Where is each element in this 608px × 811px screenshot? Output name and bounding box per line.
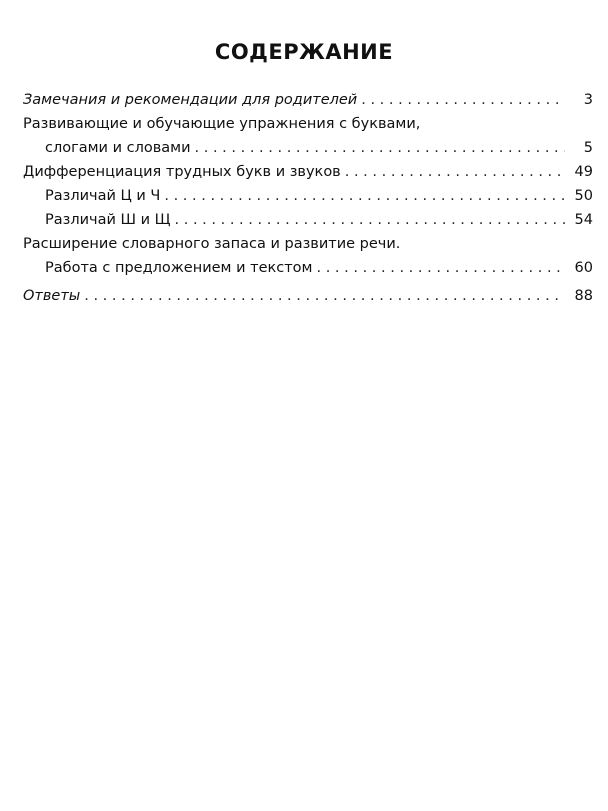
dot-leader [361, 88, 565, 112]
toc-entry-page: 3 [583, 92, 593, 108]
toc-entry-differentiation[interactable] [23, 160, 593, 184]
dot-leader [175, 208, 565, 232]
toc-entry-label-line1: Развивающие и обучающие упражнения с буквами, [23, 116, 421, 132]
toc-entry-page: 60 [574, 260, 593, 276]
toc-entry-label: Замечания и рекомендации для родителей [23, 92, 358, 108]
toc-entry-label: Ответы [23, 288, 81, 304]
toc-entry-vocabulary[interactable] [23, 256, 593, 280]
toc-entry-label: Различай Ц и Ч [45, 188, 161, 204]
toc-entry-page: 49 [574, 164, 593, 180]
toc-entry-exercises[interactable] [23, 136, 593, 160]
toc-entry-answers[interactable] [23, 284, 593, 308]
toc-entry-label: Работа с предложением и текстом [45, 260, 313, 276]
toc-entry-label: слогами и словами [45, 140, 191, 156]
page-title: СОДЕРЖАНИЕ [214, 40, 394, 64]
toc-entry-page: 88 [574, 288, 593, 304]
toc-entry-label: Дифференциация трудных букв и звуков [23, 164, 341, 180]
toc-entry-page: 50 [574, 188, 593, 204]
dot-leader [316, 256, 565, 280]
toc-entry-parents-notes[interactable] [23, 88, 593, 112]
toc-entry-page: 5 [583, 140, 593, 156]
toc-entry-label-line1: Расширение словарного запаса и развитие речи. [23, 236, 401, 252]
table-of-contents [23, 88, 593, 308]
dot-leader [345, 160, 565, 184]
toc-entry-ts-ch[interactable] [23, 184, 593, 208]
dot-leader [195, 136, 565, 160]
toc-entry-page: 54 [574, 212, 593, 228]
dot-leader [164, 184, 565, 208]
dot-leader [84, 284, 565, 308]
toc-entry-sh-shch[interactable] [23, 208, 593, 232]
toc-entry-label: Различай Ш и Щ [45, 212, 171, 228]
